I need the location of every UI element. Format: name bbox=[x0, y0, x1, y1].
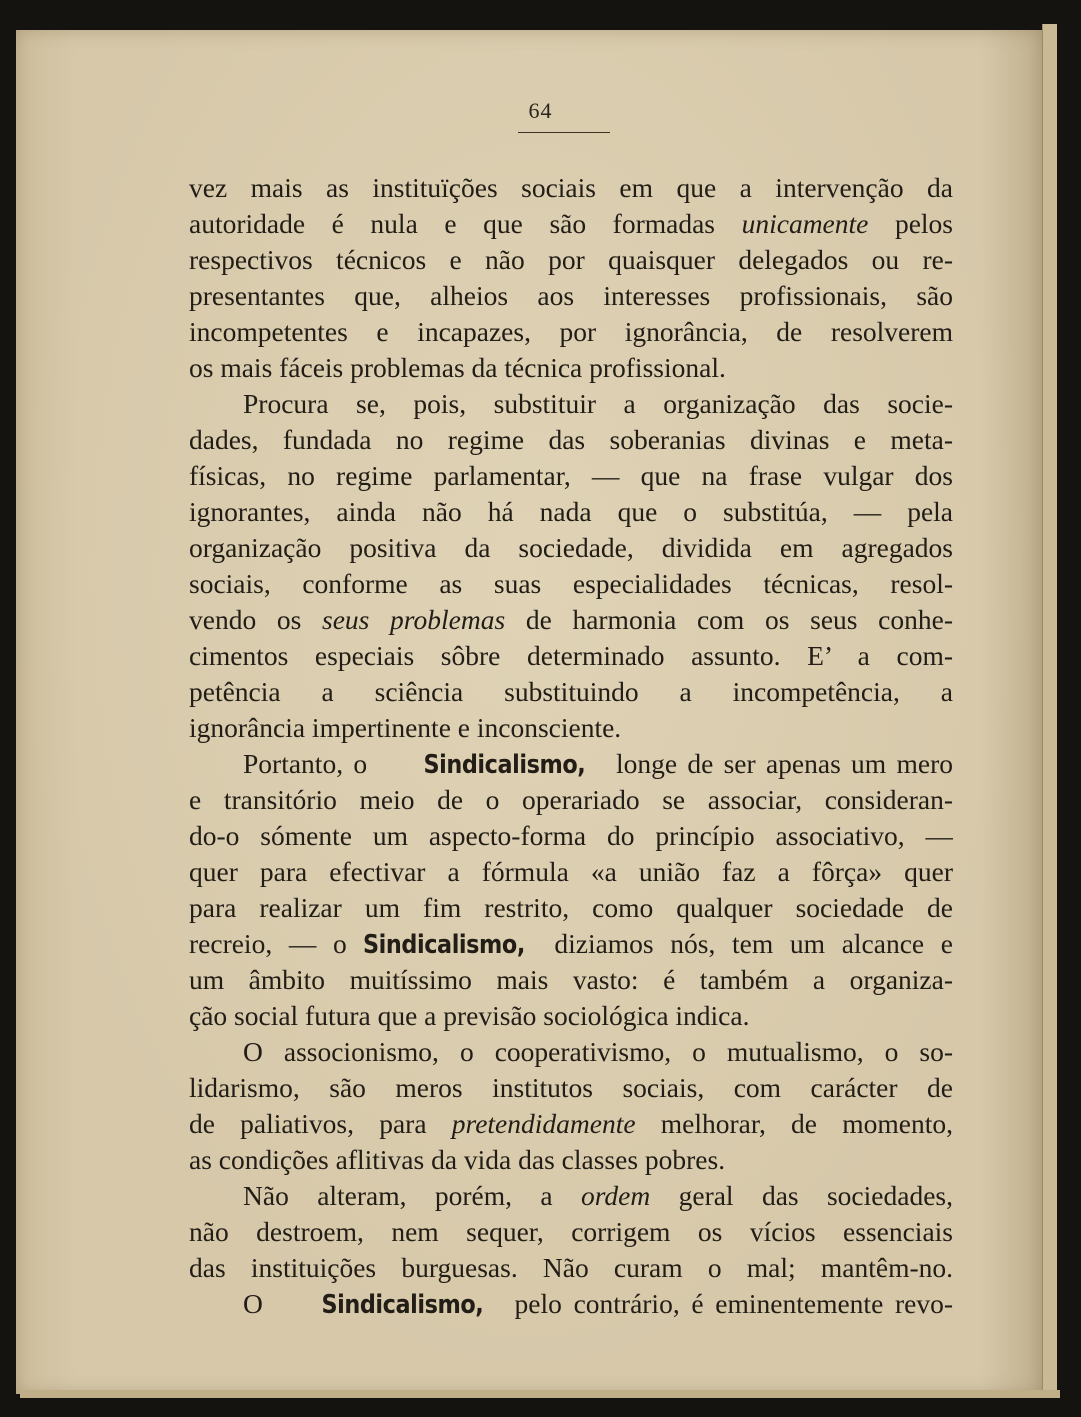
text-segment: Portanto, o bbox=[243, 748, 378, 779]
text-segment: pelos bbox=[868, 208, 953, 239]
text-line bbox=[189, 386, 953, 422]
bold-term: Sindicalismo, bbox=[423, 750, 586, 780]
text-line bbox=[189, 458, 953, 494]
italic-text: seus problemas bbox=[322, 604, 506, 635]
text-segment: respectivos técnicos e não por quaisquer delegados ou re- bbox=[189, 244, 953, 275]
text-line bbox=[189, 494, 953, 530]
text-line bbox=[189, 314, 953, 350]
text-line bbox=[189, 422, 953, 458]
text-line bbox=[189, 1070, 953, 1106]
text-line bbox=[189, 674, 953, 710]
text-line bbox=[189, 170, 953, 206]
text-segment: não destroem, nem sequer, corrigem os vícios essenciais bbox=[189, 1216, 953, 1247]
text-segment: melhorar, de momento, bbox=[635, 1108, 953, 1139]
text-line bbox=[189, 1034, 953, 1070]
text-line bbox=[189, 782, 953, 818]
text-line bbox=[189, 1142, 953, 1178]
text-line bbox=[189, 1214, 953, 1250]
text-segment: petência a sciência substituindo a incompetência, a bbox=[189, 676, 953, 707]
text-line bbox=[189, 1286, 953, 1322]
text-segment: Não alteram, porém, a bbox=[243, 1180, 581, 1211]
text-segment: dades, fundada no regime das soberanias divinas e meta- bbox=[189, 424, 953, 455]
text-segment: de paliativos, para bbox=[189, 1108, 452, 1139]
text-line bbox=[189, 710, 953, 746]
text-segment: O bbox=[243, 1288, 275, 1319]
text-segment: geral das sociedades, bbox=[650, 1180, 953, 1211]
text-segment: vendo os bbox=[189, 604, 323, 635]
text-segment: sociais, conforme as suas especialidades técnicas, resol- bbox=[189, 568, 953, 599]
text-line bbox=[189, 854, 953, 890]
text-line bbox=[189, 278, 953, 314]
text-segment: ignorância impertinente e inconsciente. bbox=[189, 712, 622, 743]
text-segment: O associonismo, o cooperativismo, o mutualismo, o so- bbox=[243, 1036, 953, 1067]
text-segment: quer para efectivar a fórmula «a união faz a fôrça» quer bbox=[189, 856, 953, 887]
text-segment: um âmbito muitíssimo mais vasto: é também a organiza- bbox=[189, 964, 953, 995]
text-line bbox=[189, 890, 953, 926]
text-segment: cimentos especiais sôbre determinado assunto. E’ a com- bbox=[189, 640, 953, 671]
text-segment: recreio, — o bbox=[189, 928, 364, 959]
text-line bbox=[189, 602, 953, 638]
text-segment: autoridade é nula e que são formadas bbox=[189, 208, 742, 239]
text-line bbox=[189, 530, 953, 566]
text-segment: para realizar um fim restrito, como qualquer sociedade de bbox=[189, 892, 953, 923]
text-line bbox=[189, 566, 953, 602]
text-line bbox=[189, 746, 953, 782]
text-line bbox=[189, 1250, 953, 1286]
text-segment: físicas, no regime parlamentar, — que na frase vulgar dos bbox=[189, 460, 953, 491]
text-segment: do-o sómente um aspecto-forma do princípio associativo, — bbox=[189, 820, 953, 851]
text-segment: as condições aflitivas da vida das classes pobres. bbox=[189, 1144, 726, 1175]
text-line bbox=[189, 350, 953, 386]
text-segment: pelo contrário, é eminentemente revo- bbox=[502, 1288, 953, 1319]
text-line bbox=[189, 998, 953, 1034]
text-segment: ignorantes, ainda não há nada que o substitúa, — pela bbox=[189, 496, 953, 527]
text-segment: longe de ser apenas um mero bbox=[605, 748, 953, 779]
bold-term: Sindicalismo, bbox=[363, 930, 526, 960]
italic-text: unicamente bbox=[741, 208, 869, 239]
page-edge bbox=[1042, 24, 1057, 1394]
text-line bbox=[189, 638, 953, 674]
bold-term: Sindicalismo, bbox=[321, 1290, 483, 1320]
text-line bbox=[189, 1106, 953, 1142]
italic-text: pretendidamente bbox=[451, 1108, 636, 1139]
page-bottom-edge bbox=[20, 1390, 1060, 1398]
text-line bbox=[189, 242, 953, 278]
text-segment: organização positiva da sociedade, dividida em agregados bbox=[189, 532, 953, 563]
text-segment: lidarismo, são meros institutos sociais, com carácter de bbox=[189, 1072, 953, 1103]
text-segment: e transitório meio de o operariado se associar, consideran- bbox=[189, 784, 953, 815]
page-number: 64 bbox=[528, 98, 553, 123]
text-segment: das instituições burguesas. Não curam o mal; mantêm-no. bbox=[189, 1252, 953, 1283]
text-segment: os mais fáceis problemas da técnica profissional. bbox=[189, 352, 726, 383]
text-segment: incompetentes e incapazes, por ignorância, de resolverem bbox=[189, 316, 953, 347]
text-line bbox=[189, 206, 953, 242]
text-segment: presentantes que, alheios aos interesses profissionais, são bbox=[189, 280, 953, 311]
text-line bbox=[189, 926, 953, 962]
text-segment: ção social futura que a previsão sociológica indica. bbox=[189, 1000, 750, 1031]
italic-text: ordem bbox=[580, 1180, 651, 1211]
text-line bbox=[189, 962, 953, 998]
text-line bbox=[189, 818, 953, 854]
text-segment: vez mais as instituïções sociais em que a intervenção da bbox=[189, 172, 953, 203]
header-rule bbox=[518, 132, 610, 133]
body-text bbox=[189, 170, 953, 1322]
text-line bbox=[189, 1178, 953, 1214]
text-segment: diziamos nós, tem um alcance e bbox=[537, 928, 953, 959]
text-segment: Procura se, pois, substituir a organização das socie- bbox=[243, 388, 953, 419]
text-segment: de harmonia com os seus conhe- bbox=[505, 604, 953, 635]
